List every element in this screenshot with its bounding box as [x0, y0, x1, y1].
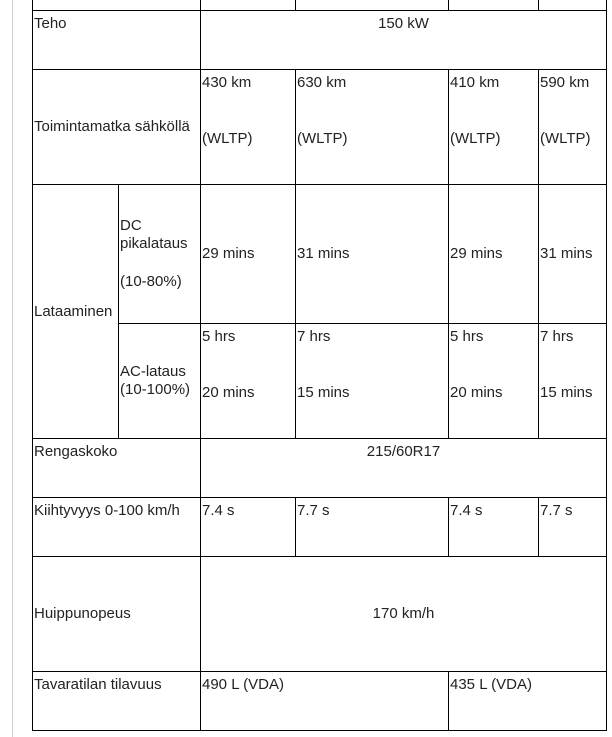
table-row-dc [33, 185, 607, 324]
ac-label-line1: AC-lataus [120, 363, 186, 380]
ac-mins: 15 mins [297, 384, 350, 401]
cutoff-cell [449, 0, 539, 11]
topspeed-value: 170 km/h [201, 557, 607, 672]
dc-label-line1: DC [120, 217, 142, 234]
range-km: 410 km [450, 74, 500, 91]
range-km: 430 km [202, 74, 252, 91]
range-wltp: (WLTP) [540, 130, 591, 147]
dc-value-3: 29 mins [449, 185, 539, 324]
ac-cell-1 [201, 324, 296, 439]
table-row-cargo [33, 672, 607, 731]
range-wltp: (WLTP) [297, 130, 348, 147]
dc-label-line2: pikalataus [120, 235, 188, 252]
ac-hrs: 5 hrs [202, 328, 236, 345]
range-km: 630 km [297, 74, 347, 91]
accel-value-1: 7.4 s [201, 498, 296, 557]
cutoff-cell [201, 0, 296, 11]
page-left-border [12, 0, 13, 737]
ac-cell-4 [539, 324, 607, 439]
charging-label: Lataaminen [33, 185, 119, 439]
table-row-ac [33, 324, 607, 439]
range-cell-2 [296, 70, 449, 185]
range-km: 590 km [540, 74, 590, 91]
table-row-tire [33, 439, 607, 498]
table-row-teho [33, 11, 607, 70]
cargo-value-2: 435 L (VDA) [449, 672, 607, 731]
dc-value-4: 31 mins [539, 185, 607, 324]
table-row-accel [33, 498, 607, 557]
cutoff-cell [296, 0, 449, 11]
dc-label [119, 185, 201, 324]
range-label: Toimintamatka sähköllä [33, 70, 201, 185]
range-wltp: (WLTP) [202, 130, 253, 147]
ac-hrs: 5 hrs [450, 328, 484, 345]
range-cell-3 [449, 70, 539, 185]
table-row-cutoff [33, 0, 607, 11]
cutoff-cell [33, 0, 201, 11]
range-wltp: (WLTP) [450, 130, 501, 147]
tire-value: 215/60R17 [201, 439, 607, 498]
dc-label-line3: (10-80%) [120, 273, 182, 290]
tire-label: Rengaskoko [33, 439, 201, 498]
ac-mins: 15 mins [540, 384, 593, 401]
teho-value: 150 kW [201, 11, 607, 70]
accel-value-4: 7.7 s [539, 498, 607, 557]
ac-mins: 20 mins [202, 384, 255, 401]
dc-value-2: 31 mins [296, 185, 449, 324]
range-cell-1 [201, 70, 296, 185]
accel-value-2: 7.7 s [296, 498, 449, 557]
ac-mins: 20 mins [450, 384, 503, 401]
dc-value-1: 29 mins [201, 185, 296, 324]
topspeed-label: Huippunopeus [33, 557, 201, 672]
ac-label [119, 324, 201, 439]
accel-value-3: 7.4 s [449, 498, 539, 557]
cargo-label: Tavaratilan tilavuus [33, 672, 201, 731]
spec-table [32, 0, 607, 731]
cargo-value-1: 490 L (VDA) [201, 672, 449, 731]
ac-hrs: 7 hrs [540, 328, 574, 345]
table-row-range [33, 70, 607, 185]
table-row-topspeed [33, 557, 607, 672]
ac-label-line2: (10-100%) [120, 381, 191, 398]
teho-label: Teho [33, 11, 201, 70]
cutoff-cell [539, 0, 607, 11]
ac-cell-3 [449, 324, 539, 439]
range-cell-4 [539, 70, 607, 185]
ac-hrs: 7 hrs [297, 328, 331, 345]
ac-cell-2 [296, 324, 449, 439]
accel-label: Kiihtyvyys 0-100 km/h [33, 498, 201, 557]
